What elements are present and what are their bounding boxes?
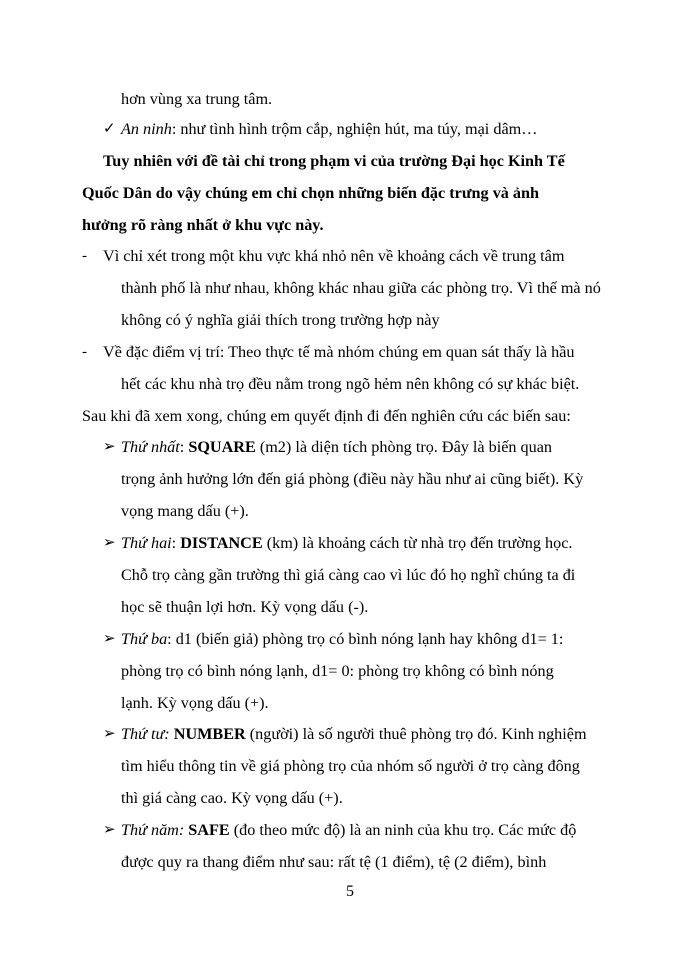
text-line: hết các khu nhà trọ đều nằm trong ngõ hẻm nên không có sự khác biệt.	[121, 375, 580, 393]
text-line: thành phố là như nhau, không khác nhau giữa các phòng trọ. Vì thế mà nó	[121, 279, 601, 297]
dash-bullet: -	[82, 344, 87, 360]
term-label: An ninh	[121, 120, 172, 138]
variable-name: NUMBER	[173, 725, 246, 743]
bold-paragraph-line: Tuy nhiên với đề tài chỉ trong phạm vi của trường Đại học Kinh Tế	[103, 152, 565, 170]
term-text: : như tình hình trộm cắp, nghiện hút, ma túy, mại dâm…	[171, 120, 538, 138]
text-line: Về đặc điểm vị trí: Theo thực tế mà nhóm chúng em quan sát thấy là hầu	[103, 343, 575, 361]
text-line: Vì chỉ xét trong một khu vực khá nhỏ nên về khoảng cách về trung tâm	[103, 247, 565, 265]
text-line: lạnh. Kỳ vọng dấu (+).	[121, 694, 269, 712]
bold-paragraph-line: Quốc Dân do vậy chúng em chỉ chọn những biến đặc trưng và ảnh	[82, 184, 540, 202]
text-line: không có ý nghĩa giải thích trong trường hợp này	[121, 311, 440, 329]
variable-name: SAFE	[188, 821, 230, 839]
check-bullet-icon: ✓	[103, 121, 116, 137]
text-line: phòng trọ có bình nóng lạnh, d1= 0: phòng trọ không có bình nóng	[121, 662, 554, 680]
variable-item: Thứ nhất: SQUARE (m2) là diện tích phòng trọ. Đây là biến quan	[121, 438, 553, 456]
text-line: hơn vùng xa trung tâm.	[121, 90, 273, 108]
text-line: thì giá càng cao. Kỳ vọng dấu (+).	[121, 789, 343, 807]
arrow-bullet-icon: ➢	[103, 631, 116, 647]
text-line: trọng ảnh hưởng lớn đến giá phòng (điều này hầu như ai cũng biết). Kỳ	[121, 470, 584, 488]
variable-item: Thứ hai: DISTANCE (km) là khoảng cách từ nhà trọ đến trường học.	[121, 534, 573, 552]
variable-name: DISTANCE	[180, 534, 263, 552]
page-number: 5	[346, 883, 354, 900]
variable-name: SQUARE	[188, 438, 256, 456]
bold-paragraph-line: hưởng rõ ràng nhất ở khu vực này.	[82, 216, 324, 234]
text-line: vọng mang dấu (+).	[121, 502, 249, 520]
text-line: tìm hiểu thông tin về giá phòng trọ của nhóm số người ở trọ càng đông	[121, 757, 580, 775]
text-line	[121, 119, 537, 139]
text-line: Sau khi đã xem xong, chúng em quyết định đi đến nghiên cứu các biến sau:	[82, 407, 571, 425]
text-line: được quy ra thang điểm như sau: rất tệ (1 điểm), tệ (2 điểm), bình	[121, 853, 547, 871]
arrow-bullet-icon: ➢	[103, 822, 116, 838]
variable-item: Thứ năm: SAFE (đo theo mức độ) là an ninh của khu trọ. Các mức độ	[121, 821, 577, 839]
arrow-bullet-icon: ➢	[103, 726, 116, 742]
variable-item: Thứ tư: NUMBER (người) là số người thuê phòng trọ đó. Kinh nghiệm	[121, 725, 587, 743]
arrow-bullet-icon: ➢	[103, 535, 116, 551]
dash-bullet: -	[82, 248, 87, 264]
text-line: học sẽ thuận lợi hơn. Kỳ vọng dấu (-).	[121, 598, 369, 616]
variable-item: Thứ ba: d1 (biến giả) phòng trọ có bình nóng lạnh hay không d1= 1:	[121, 630, 564, 648]
arrow-bullet-icon: ➢	[103, 439, 116, 455]
text-line: Chỗ trọ càng gần trường thì giá càng cao vì lúc đó họ nghĩ chúng ta đi	[121, 566, 576, 584]
